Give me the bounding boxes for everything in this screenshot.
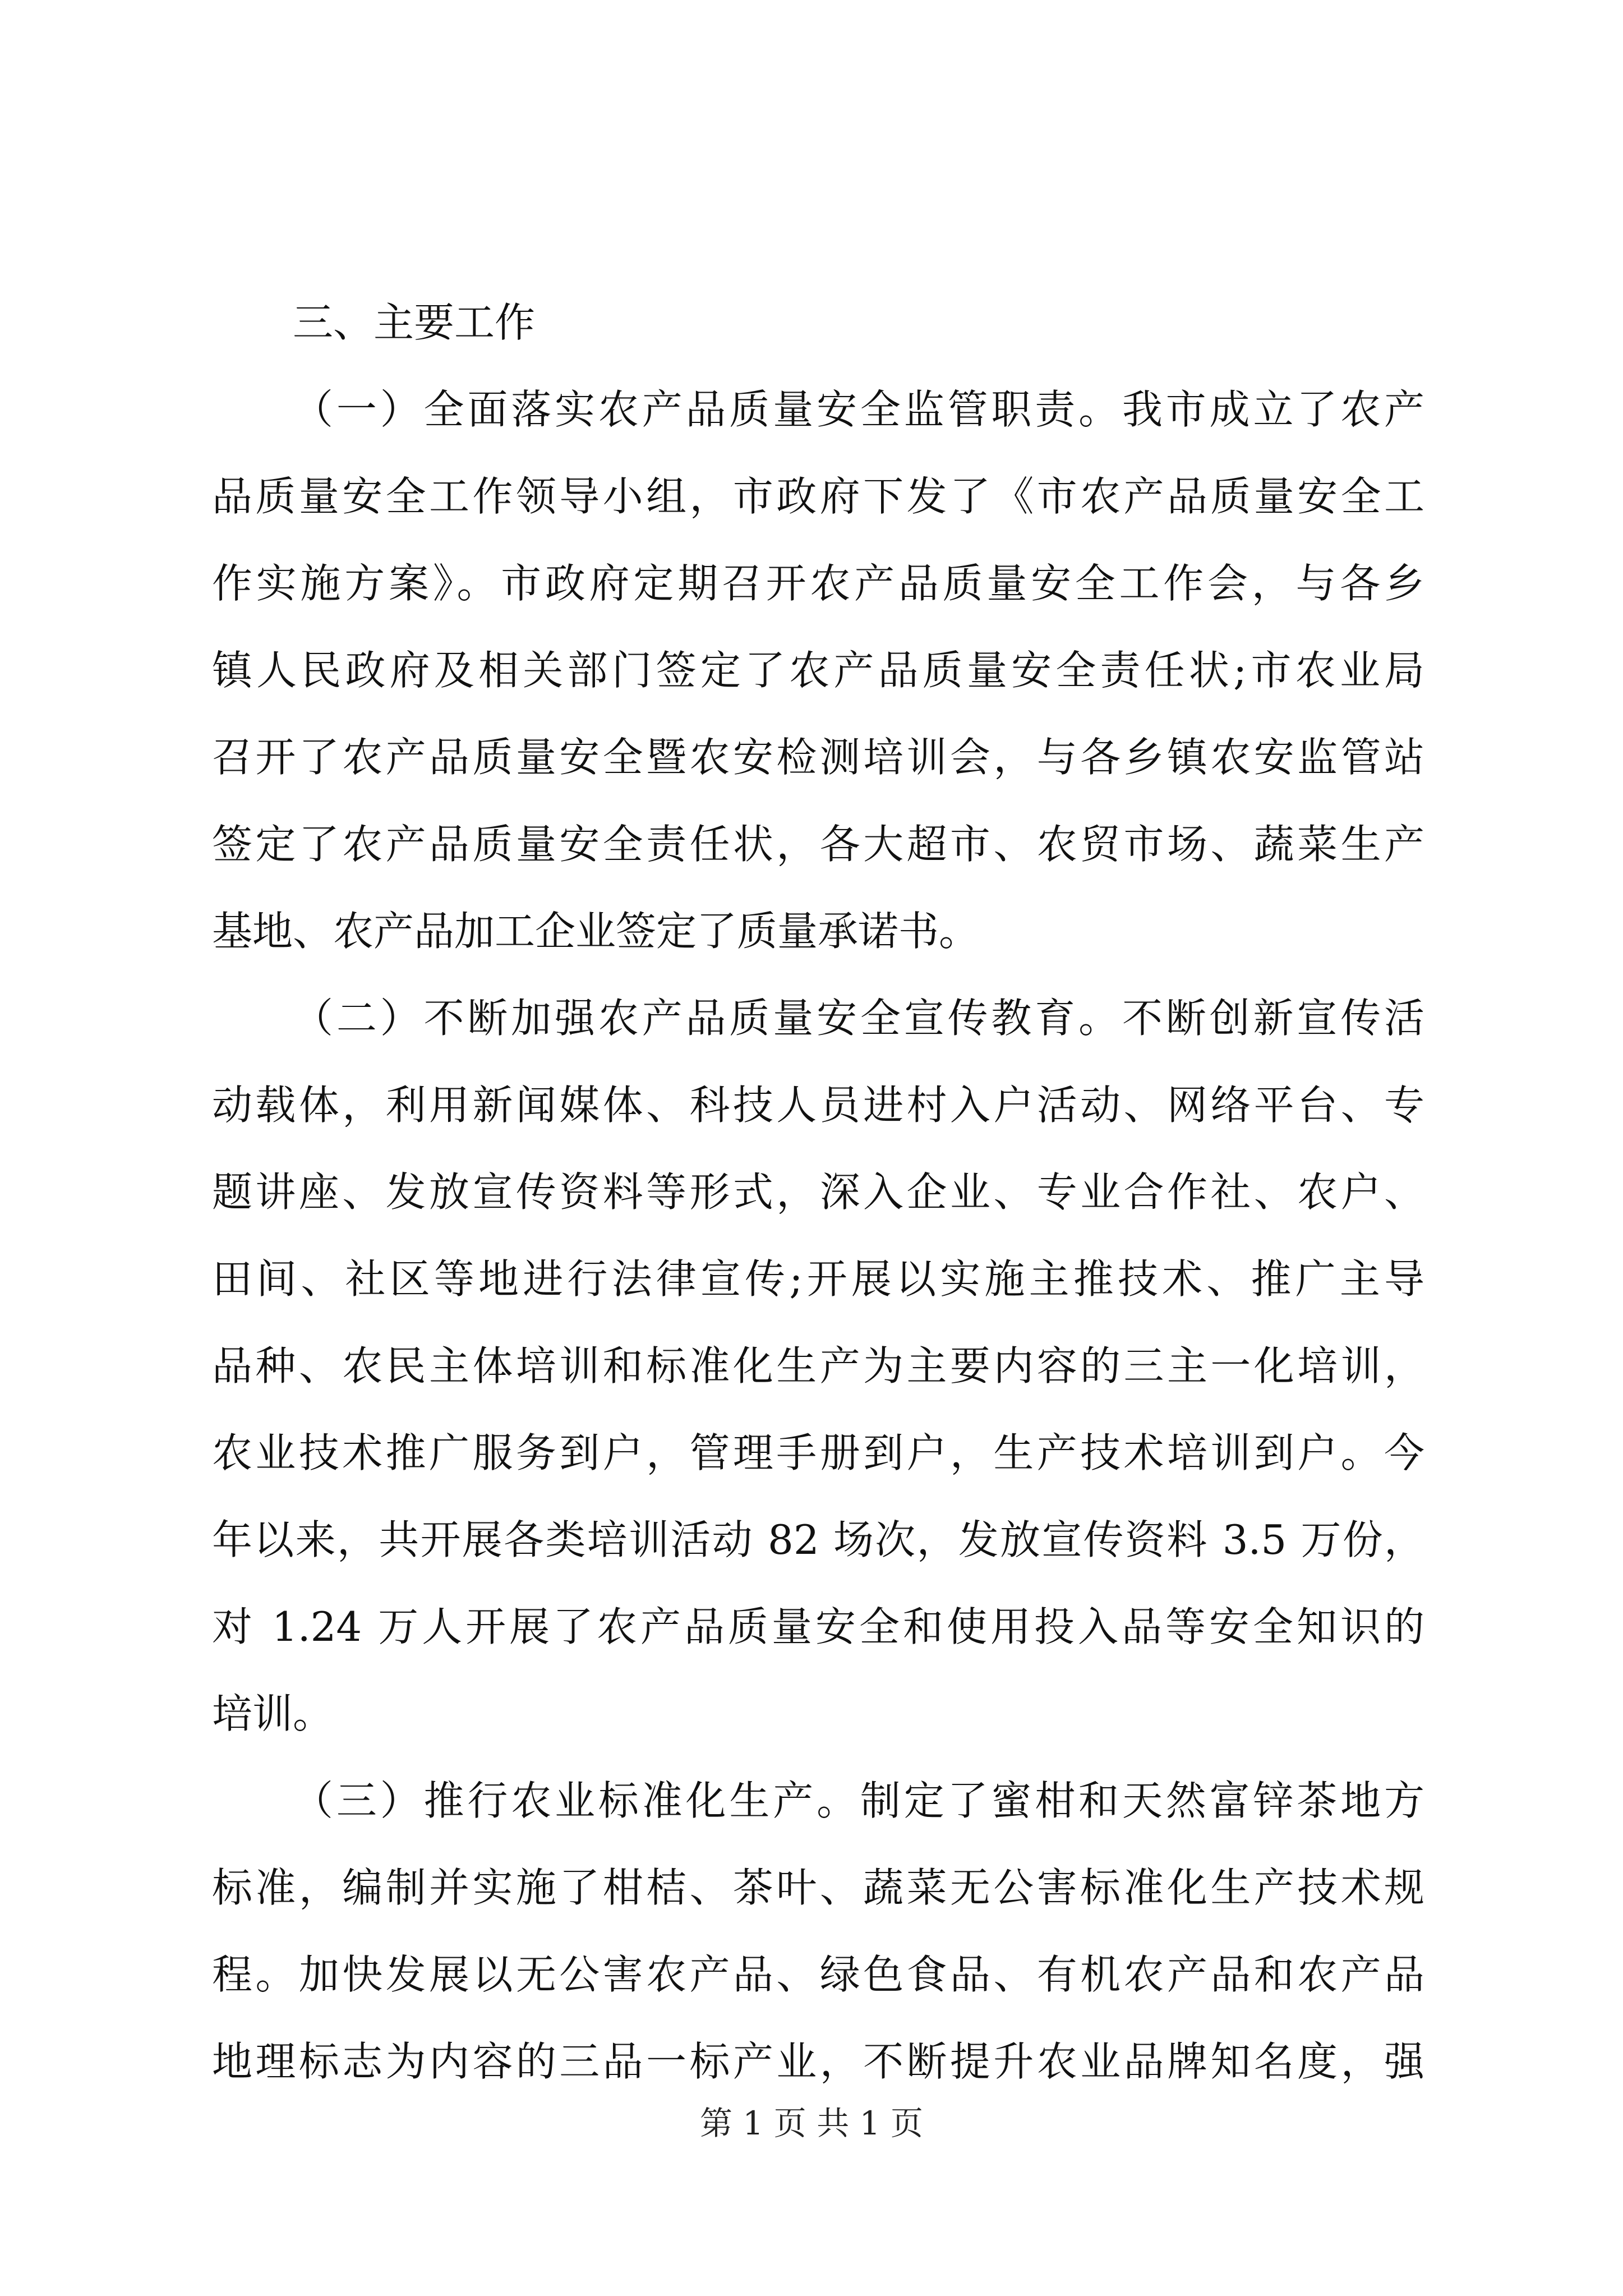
paragraph-3-line-2: 标准，编制并实施了柑桔、茶叶、蔬菜无公害标准化生产技术规 — [212, 1864, 1424, 1911]
paragraph-2-line-7: 年以来，共开展各类培训活动 82 场次，发放宣传资料 3.5 万份， — [212, 1516, 1424, 1563]
section-heading: 三、主要工作 — [293, 299, 536, 346]
paragraph-2-line-9: 培训。 — [212, 1690, 334, 1737]
paragraph-3-line-1: （三）推行农业标准化生产。制定了蜜柑和天然富锌茶地方 — [293, 1777, 1424, 1824]
paragraph-3-line-4: 地理标志为内容的三品一标产业，不断提升农业品牌知名度，强 — [212, 2038, 1424, 2085]
paragraph-2-line-4: 田间、社区等地进行法律宣传;开展以实施主推技术、推广主导 — [212, 1255, 1424, 1303]
paragraph-2-line-6: 农业技术推广服务到户，管理手册到户，生产技术培训到户。今 — [212, 1429, 1424, 1476]
page-footer: 第 1 页 共 1 页 — [700, 2104, 923, 2142]
paragraph-2-line-1: （二）不断加强农产品质量安全宣传教育。不断创新宣传活 — [293, 995, 1424, 1042]
paragraph-1-line-7: 基地、农产品加工企业签定了质量承诺书。 — [212, 908, 980, 955]
paragraph-2-line-3: 题讲座、发放宣传资料等形式，深入企业、专业合作社、农户、 — [212, 1168, 1424, 1216]
paragraph-1-line-5: 召开了农产品质量安全暨农安检测培训会，与各乡镇农安监管站 — [212, 734, 1424, 781]
paragraph-3-line-3: 程。加快发展以无公害农产品、绿色食品、有机农产品和农产品 — [212, 1951, 1424, 1998]
paragraph-1-line-4: 镇人民政府及相关部门签定了农产品质量安全责任状;市农业局 — [212, 647, 1424, 694]
paragraph-2-line-8: 对 1.24 万人开展了农产品质量安全和使用投入品等安全知识的 — [212, 1603, 1424, 1650]
paragraph-2-line-5: 品种、农民主体培训和标准化生产为主要内容的三主一化培训， — [212, 1342, 1424, 1389]
paragraph-1-line-3: 作实施方案》。市政府定期召开农产品质量安全工作会，与各乡 — [212, 560, 1424, 607]
paragraph-1-line-6: 签定了农产品质量安全责任状，各大超市、农贸市场、蔬菜生产 — [212, 821, 1424, 868]
paragraph-2-line-2: 动载体，利用新闻媒体、科技人员进村入户活动、网络平台、专 — [212, 1082, 1424, 1129]
paragraph-1-line-2: 品质量安全工作领导小组，市政府下发了《市农产品质量安全工 — [212, 473, 1424, 520]
paragraph-1-line-1: （一）全面落实农产品质量安全监管职责。我市成立了农产 — [293, 386, 1424, 433]
